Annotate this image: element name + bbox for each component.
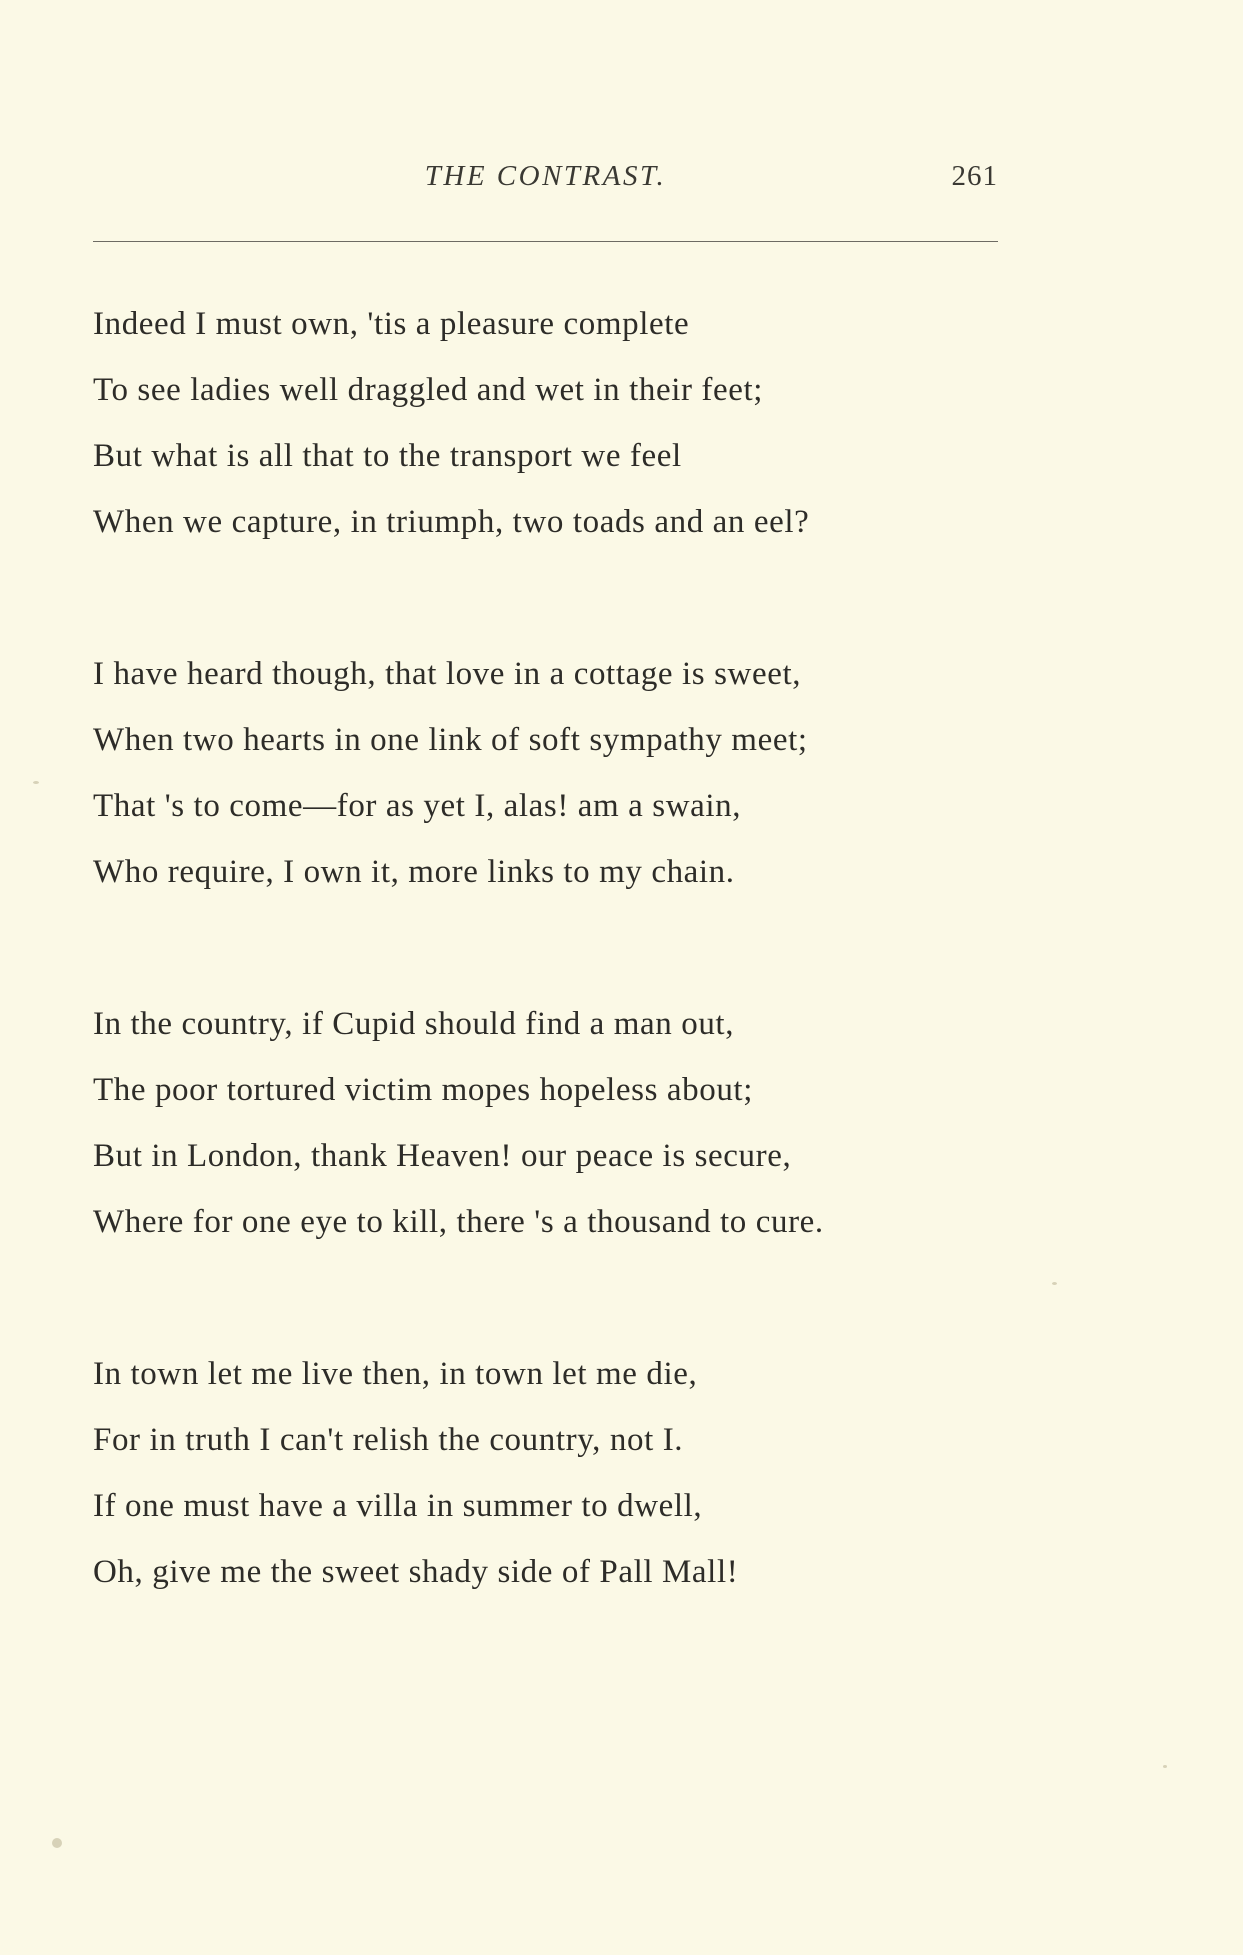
page-number: 261 <box>951 160 998 192</box>
paper-speck <box>52 1838 62 1848</box>
poem <box>93 291 1093 1691</box>
poem-line: When two hearts in one link of soft sympathy meet; <box>93 722 808 758</box>
poem-line: But in London, thank Heaven! our peace is secure, <box>93 1138 792 1174</box>
stanza-4 <box>93 1341 1093 1605</box>
stanza-1 <box>93 291 1093 555</box>
running-title: THE CONTRAST. <box>424 160 667 192</box>
paper-speck <box>1052 1282 1057 1285</box>
poem-line: Indeed I must own, 'tis a pleasure complete <box>93 306 690 342</box>
poem-line: If one must have a villa in summer to dwell, <box>93 1488 703 1524</box>
stanza-3 <box>93 991 1093 1255</box>
poem-line: To see ladies well draggled and wet in their feet; <box>93 372 764 408</box>
poem-line: For in truth I can't relish the country, not I. <box>93 1422 684 1458</box>
paper-speck <box>33 781 39 784</box>
running-header <box>93 160 998 200</box>
poem-line: Who require, I own it, more links to my chain. <box>93 854 735 890</box>
poem-line: Where for one eye to kill, there 's a thousand to cure. <box>93 1204 824 1240</box>
poem-line: In the country, if Cupid should find a man out, <box>93 1006 735 1042</box>
poem-line: That 's to come—for as yet I, alas! am a swain, <box>93 788 742 824</box>
poem-line: When we capture, in triumph, two toads and an eel? <box>93 504 810 540</box>
poem-line: Oh, give me the sweet shady side of Pall Mall! <box>93 1554 739 1590</box>
paper-speck <box>1163 1765 1167 1768</box>
stanza-2 <box>93 641 1093 905</box>
poem-line: But what is all that to the transport we feel <box>93 438 682 474</box>
poem-line: In town let me live then, in town let me die, <box>93 1356 698 1392</box>
header-rule <box>93 241 998 242</box>
poem-line: I have heard though, that love in a cottage is sweet, <box>93 656 802 692</box>
poem-line: The poor tortured victim mopes hopeless about; <box>93 1072 753 1108</box>
